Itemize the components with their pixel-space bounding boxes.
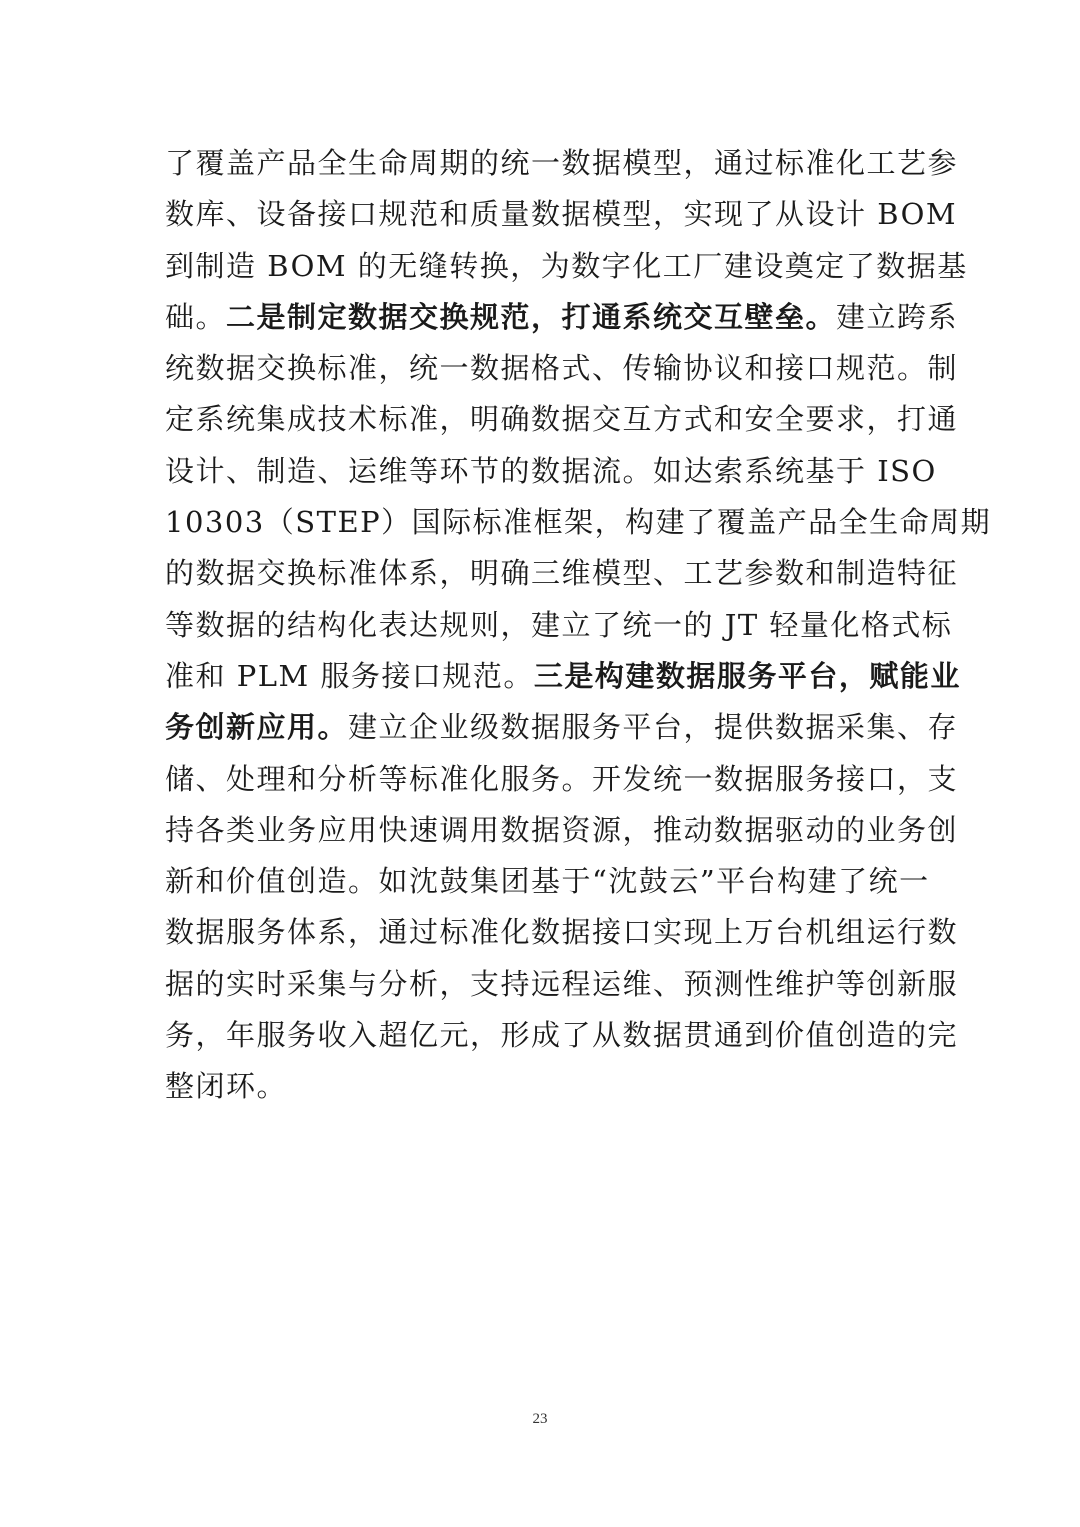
text-segment: 准和 PLM 服务接口规范。 bbox=[165, 658, 534, 693]
text-line bbox=[165, 805, 959, 856]
text-segment: 整闭环。 bbox=[165, 1069, 288, 1104]
bold-text-segment: 务创新应用。 bbox=[165, 710, 349, 745]
text-line bbox=[165, 138, 959, 189]
text-segment: 了覆盖产品全生命周期的统一数据模型，通过标准化工艺参 bbox=[165, 146, 959, 180]
text-segment: 持各类业务应用快速调用数据资源，推动数据驱动的业务创 bbox=[165, 812, 959, 847]
text-segment: 务，年服务收入超亿元，形成了从数据贯通到价值创造的完 bbox=[165, 1018, 959, 1053]
text-segment: 据的实时采集与分析，支持远程运维、预测性维护等创新服 bbox=[165, 966, 959, 1001]
text-line bbox=[165, 702, 959, 753]
text-segment: 等数据的结构化表达规则，建立了统一的 JT 轻量化格式标 bbox=[165, 607, 953, 642]
text-line bbox=[165, 394, 959, 445]
text-line bbox=[165, 600, 953, 651]
text-segment: 储、处理和分析等标准化服务。开发统一数据服务接口，支 bbox=[165, 761, 959, 796]
text-line bbox=[165, 651, 961, 702]
text-line bbox=[165, 1061, 925, 1112]
text-line bbox=[165, 754, 959, 805]
text-segment: 础。 bbox=[165, 299, 227, 334]
text-line bbox=[165, 497, 992, 548]
text-line bbox=[165, 343, 959, 394]
text-segment: 定系统集成技术标准，明确数据交互方式和安全要求，打通 bbox=[165, 402, 959, 437]
text-line bbox=[165, 241, 968, 292]
text-line bbox=[165, 292, 959, 343]
text-line bbox=[165, 446, 937, 497]
text-segment: 10303（STEP）国际标准框架，构建了覆盖产品全生命周期 bbox=[165, 505, 992, 540]
text-segment: 到制造 BOM 的无缝转换，为数字化工厂建设奠定了数据基 bbox=[165, 248, 968, 283]
text-line bbox=[165, 907, 959, 958]
text-segment: 的数据交换标准体系，明确三维模型、工艺参数和制造特征 bbox=[165, 556, 959, 591]
text-segment: 设计、制造、运维等环节的数据流。如达索系统基于 ISO bbox=[165, 453, 937, 488]
text-line bbox=[165, 189, 958, 240]
text-segment: 建立企业级数据服务平台，提供数据采集、存 bbox=[348, 710, 959, 745]
text-line bbox=[165, 856, 930, 907]
text-segment: 新和价值创造。如沈鼓集团基于“沈鼓云”平台构建了统一 bbox=[165, 864, 930, 899]
text-line bbox=[165, 1010, 959, 1061]
text-line bbox=[165, 548, 959, 599]
bold-text-segment: 三是构建数据服务平台，赋能业 bbox=[533, 658, 961, 693]
body-paragraph bbox=[165, 138, 992, 1113]
text-segment: 统数据交换标准，统一数据格式、传输协议和接口规范。制 bbox=[165, 351, 959, 386]
text-segment: 数据服务体系，通过标准化数据接口实现上万台机组运行数 bbox=[165, 915, 959, 950]
bold-text-segment: 二是制定数据交换规范，打通系统交互壁垒。 bbox=[226, 299, 837, 334]
text-segment: 数库、设备接口规范和质量数据模型，实现了从设计 BOM bbox=[165, 197, 958, 232]
page-number: 23 bbox=[532, 1411, 548, 1427]
text-line bbox=[165, 959, 959, 1010]
text-segment: 建立跨系 bbox=[836, 299, 959, 334]
